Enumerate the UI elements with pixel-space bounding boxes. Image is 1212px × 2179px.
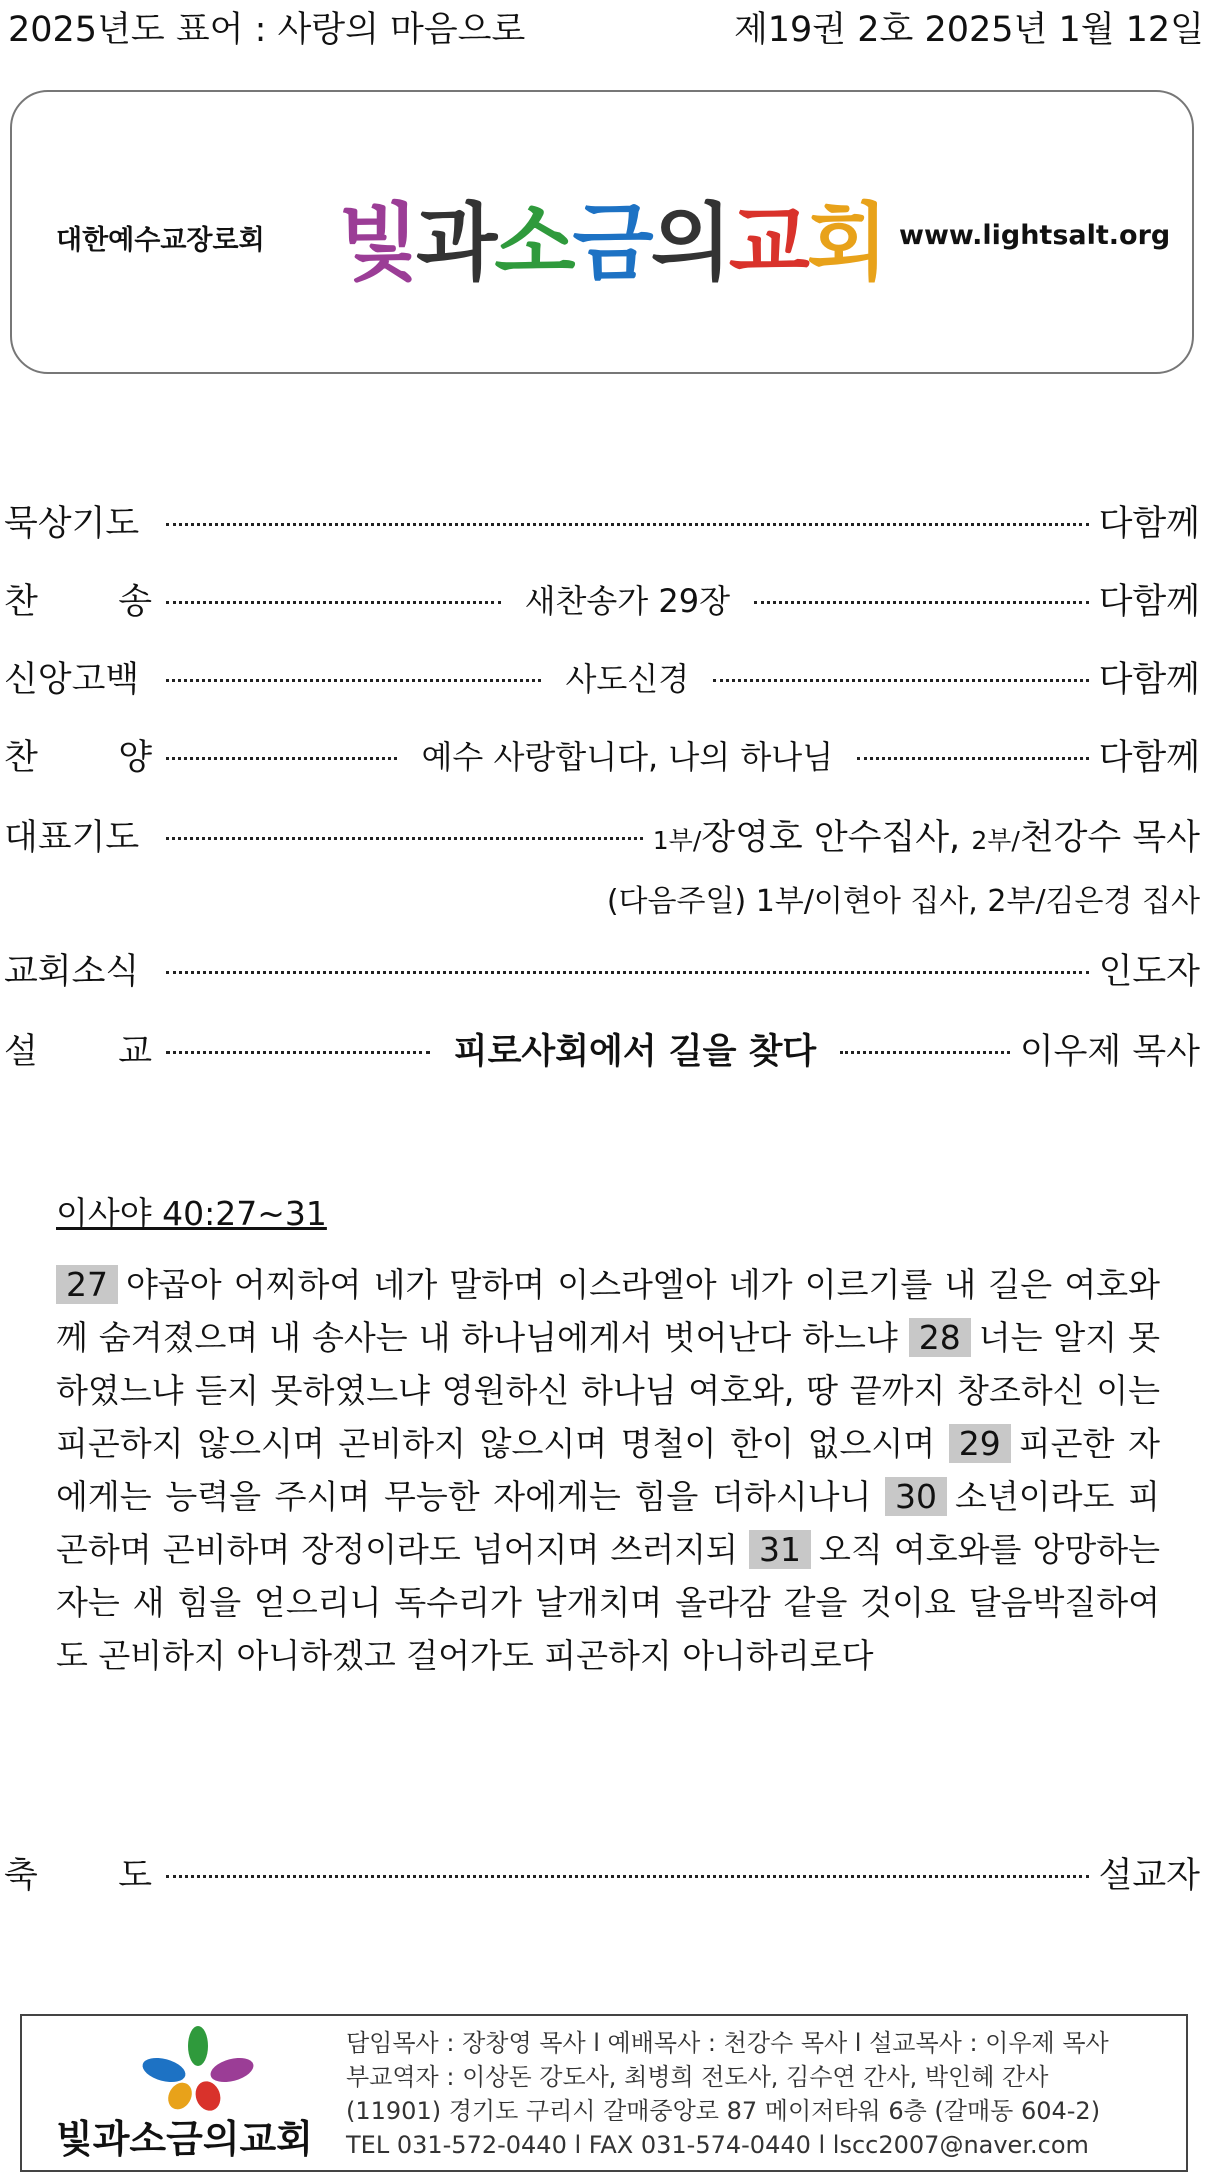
verse-number: 28 <box>909 1318 971 1357</box>
scripture-text <box>56 1258 1160 1682</box>
verse-text: 너는 알지 못하였느냐 듣지 못하였느냐 영원하신 하나님 여호와, 땅 끝까지 창조하신 이는 피곤하지 않으시며 곤비하지 않으시며 명철이 한이 없으시며 <box>56 1318 1160 1463</box>
order-label: 대표기도 <box>4 818 140 858</box>
verse-number: 29 <box>949 1424 1011 1463</box>
order-leader: 다함께 <box>1098 738 1201 778</box>
order-row-silent-prayer <box>4 496 1200 546</box>
staff-list: 부교역자 : 이상돈 강도사, 최병희 전도사, 김수연 간사, 박인혜 간사 <box>346 2063 1049 2091</box>
year-motto: 2025년도 표어 : 사랑의 마음으로 <box>8 10 526 50</box>
dot-leader <box>166 1875 1089 1878</box>
verse-text: 피곤한 자에게는 능력을 주시며 무능한 자에게는 힘을 더하시나니 <box>56 1424 1160 1516</box>
order-content: 새찬송가 29장 <box>524 582 731 620</box>
scripture-reference: 이사야 40:27~31 <box>56 1194 327 1233</box>
order-label: 교회소식 <box>4 952 140 992</box>
dot-leader <box>166 757 397 760</box>
order-label: 신앙고백 <box>4 660 140 700</box>
flower-logo-icon <box>128 2024 268 2114</box>
verse-text: 야곱아 어찌하여 네가 말하며 이스라엘아 네가 이르기를 내 길은 여호와께 숨겨졌으며 내 송사는 내 하나님에게서 벗어난다 하느냐 <box>56 1265 1160 1357</box>
dot-leader <box>166 523 1089 526</box>
order-row-representative-prayer <box>4 810 1200 860</box>
order-leader: 설교자 <box>1098 1856 1200 1896</box>
church-banner <box>10 90 1194 374</box>
order-row-praise <box>4 730 1200 780</box>
footer-logo-text: 빛과소금의교회 <box>56 2116 313 2161</box>
order-label: 축 도 <box>4 1856 152 1896</box>
verse-text: 소년이라도 피곤하며 곤비하며 장정이라도 넘어지며 쓰러지되 <box>56 1477 1160 1569</box>
order-content: 사도신경 <box>565 660 690 698</box>
order-label: 묵상기도 <box>4 504 140 544</box>
dot-leader <box>166 837 643 840</box>
church-address: (11901) 경기도 구리시 갈매중앙로 87 메이저타워 6층 (갈매동 604-2) <box>346 2097 1101 2125</box>
verse-number: 27 <box>56 1265 118 1304</box>
dot-leader <box>754 601 1089 604</box>
order-row-benediction <box>4 1848 1200 1898</box>
church-website: www.lightsalt.org <box>899 220 1171 251</box>
order-row-sermon <box>4 1024 1200 1074</box>
order-label: 찬 양 <box>4 738 152 778</box>
dot-leader <box>713 679 1088 682</box>
denomination: 대한예수교장로회 <box>56 225 265 256</box>
order-row-creed <box>4 652 1200 702</box>
dot-leader <box>166 971 1089 974</box>
pastor-list: 담임목사 : 장창영 목사 l 예배목사 : 천강수 목사 l 설교목사 : 이우제 목사 <box>346 2029 1109 2057</box>
issue-info: 제19권 2호 2025년 1월 12일 <box>733 10 1204 50</box>
bulletin-header <box>8 4 1204 50</box>
dot-leader <box>166 1051 430 1054</box>
church-info-footer <box>20 2014 1188 2172</box>
sermon-title: 피로사회에서 길을 찾다 <box>453 1032 817 1072</box>
order-row-announcements <box>4 944 1200 994</box>
church-contact-info <box>346 2026 1109 2162</box>
dot-leader <box>166 601 501 604</box>
next-week-prayer: (다음주일) 1부/이현아 집사, 2부/김은경 집사 <box>606 884 1200 919</box>
order-content: 예수 사랑합니다, 나의 하나님 <box>421 738 834 776</box>
order-row-hymn <box>4 574 1200 624</box>
order-leader: 다함께 <box>1098 504 1200 544</box>
dot-leader <box>840 1051 1010 1054</box>
order-leader: 다함께 <box>1098 582 1201 622</box>
church-logo-text: 빛과소금의교회 <box>338 194 886 292</box>
order-leader: 다함께 <box>1098 660 1200 700</box>
order-label: 설 교 <box>4 1032 152 1072</box>
verse-number: 31 <box>749 1530 811 1569</box>
verse-text: 오직 여호와를 앙망하는 자는 새 힘을 얻으리니 독수리가 날개치며 올라감 같을 것이요 달음박질하여도 곤비하지 아니하겠고 걸어가도 피곤하지 아니하리로다 <box>56 1530 1160 1675</box>
order-label: 찬 송 <box>4 582 152 622</box>
order-leader: 이우제 목사 <box>1019 1032 1200 1072</box>
dot-leader <box>166 679 541 682</box>
order-leader: 인도자 <box>1098 952 1200 992</box>
order-leader: 1부/장영호 안수집사, 2부/천강수 목사 <box>652 818 1200 858</box>
verse-number: 30 <box>885 1477 947 1516</box>
church-phone-email: TEL 031-572-0440 l FAX 031-574-0440 l lscc2007@naver.com <box>346 2131 1089 2159</box>
dot-leader <box>857 757 1088 760</box>
